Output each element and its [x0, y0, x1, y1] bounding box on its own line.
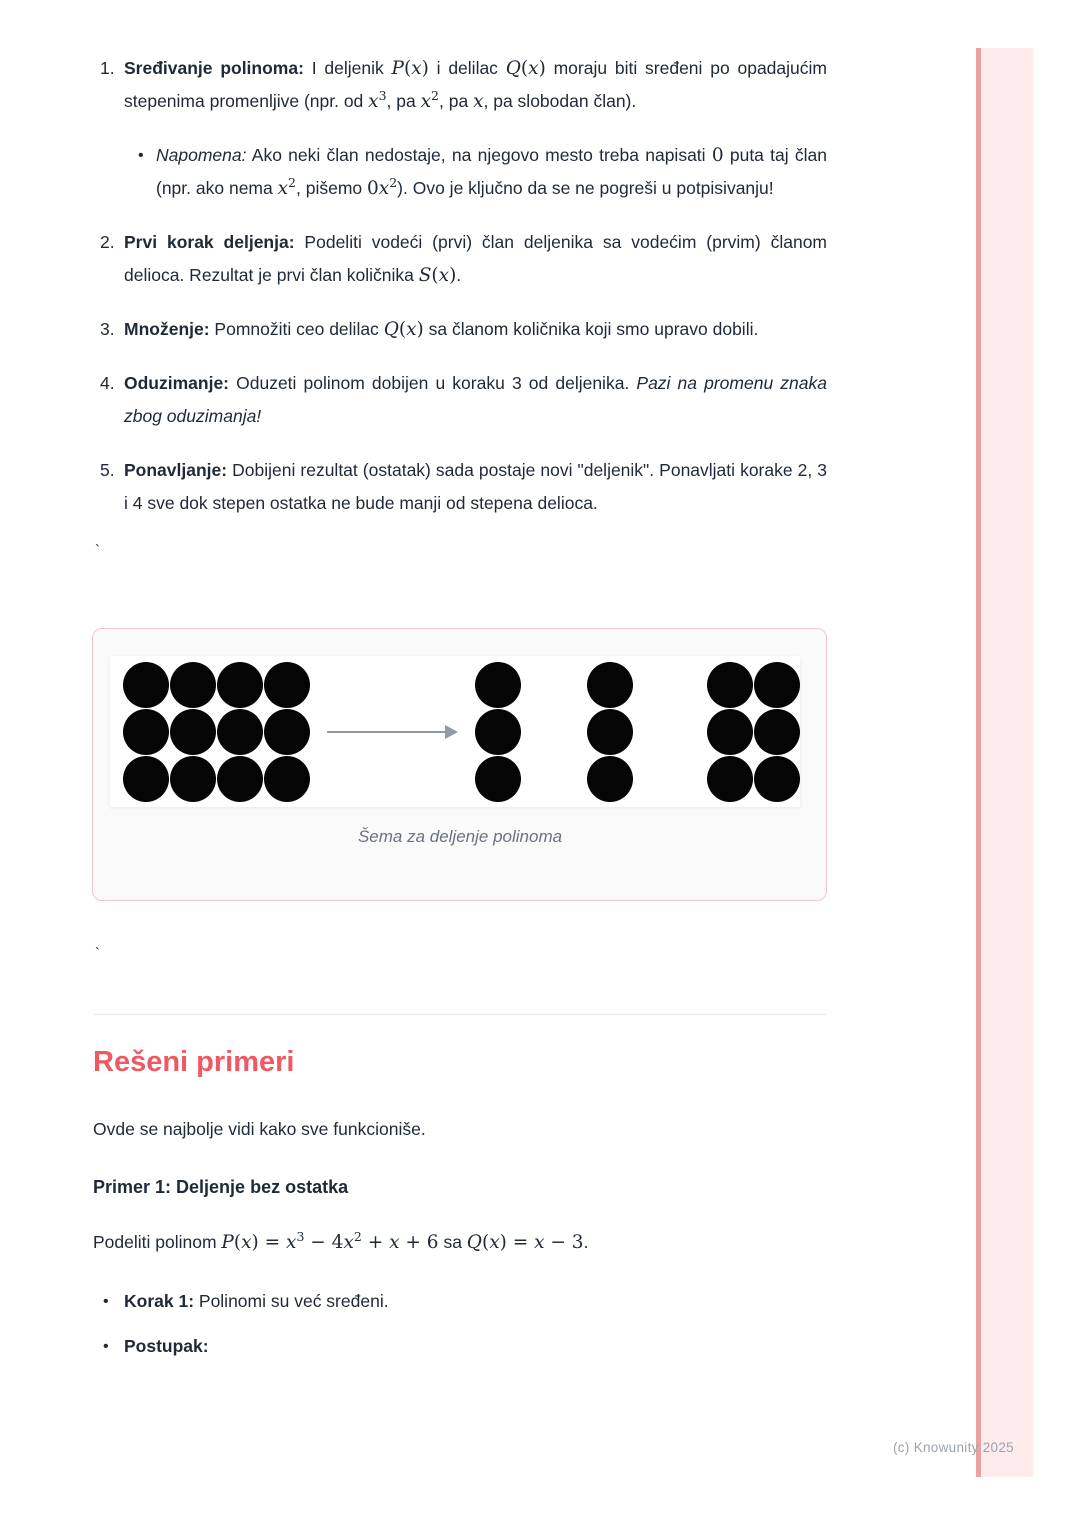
circle-dot: [217, 662, 263, 708]
circle-dot: [587, 709, 633, 755]
step-text: Oduzimanje: Oduzeti polinom dobijen u koraku 3 od deljenika. Pazi na promenu znaka zbog oduzimanja!: [124, 373, 827, 426]
step-number: 1.: [100, 58, 115, 78]
arrow-head: [445, 725, 458, 739]
circle-dot: [707, 756, 753, 802]
bullet-text: Korak 1: Polinomi su već sređeni.: [124, 1291, 389, 1311]
dot-group-2: [587, 662, 633, 802]
step-number: 4.: [100, 373, 115, 393]
problem-statement: Podeliti polinom $P(x) = x^3 - 4x^2 + x + 6$ sa Q(x) = x − 3.: [93, 1229, 589, 1253]
circle-dot: [264, 662, 310, 708]
circle-dot: [475, 709, 521, 755]
circle-dot: [217, 709, 263, 755]
note-text: Napomena: Ako neki član nedostaje, na njegovo mesto treba napisati 0 puta taj član (npr. ako nema $x^2$, pišemo $0x^2$). Ovo je ključno da se ne pogreši u potpisivanju!: [156, 145, 828, 199]
circle-dot: [123, 662, 169, 708]
section-heading: Rešeni primeri: [93, 1046, 295, 1078]
bullet-icon: •: [103, 1293, 109, 1310]
circle-dot: [170, 662, 216, 708]
figure-card: [92, 628, 827, 901]
circle-dot: [707, 709, 753, 755]
note-list-item: [138, 139, 827, 205]
circle-dot: [475, 662, 521, 708]
step-item-1: [100, 52, 827, 118]
circle-dot: [264, 709, 310, 755]
step-number: 2.: [100, 232, 115, 252]
step-item-3: [100, 313, 827, 346]
section-divider: [93, 1014, 827, 1015]
step-item-5: [100, 454, 827, 520]
step-text: Sređivanje polinoma: I deljenik P(x) i delilac Q(x) moraju biti sređeni po opadajućim stepenima promenljive (npr. od $x^3$, pa $x^2$, pa x, pa slobodan član).: [124, 58, 827, 112]
dot-grid-dividend: [123, 662, 310, 802]
decorative-sidebar-strip: [976, 48, 1033, 1477]
circle-dot: [587, 662, 633, 708]
list-item: [103, 1330, 827, 1363]
arrow-shaft: [327, 731, 445, 733]
circle-dot: [475, 756, 521, 802]
dot-group-3: [707, 662, 800, 802]
circle-dot: [170, 709, 216, 755]
circle-dot: [217, 756, 263, 802]
step-number: 3.: [100, 319, 115, 339]
step-text: Množenje: Pomnožiti ceo delilac Q(x) sa članom količnika koji smo upravo dobili.: [124, 319, 759, 340]
circle-dot: [754, 709, 800, 755]
circle-dot: [170, 756, 216, 802]
step-text: Ponavljanje: Dobijeni rezultat (ostatak) sada postaje novi "deljenik". Ponavljati korake 2, 3 i 4 sve dok stepen ostatka ne bude manji od stepena delioca.: [124, 460, 827, 513]
circle-dot: [707, 662, 753, 708]
right-arrow-icon: [327, 725, 458, 739]
bullet-icon: •: [103, 1338, 109, 1355]
dot-group-1: [475, 662, 521, 802]
intro-paragraph: Ovde se najbolje vidi kako sve funkcioniše.: [93, 1119, 426, 1139]
bullet-list: [103, 1285, 827, 1363]
list-item: [103, 1285, 827, 1318]
bullet-text: Postupak:: [124, 1336, 209, 1356]
figure-caption: Šema za deljenje polinoma: [357, 827, 563, 846]
circle-dot: [754, 662, 800, 708]
stray-backtick-bottom: `: [95, 945, 100, 962]
step-number: 5.: [100, 460, 115, 480]
figure-image: [110, 656, 800, 807]
circle-dot: [123, 709, 169, 755]
circle-dot: [264, 756, 310, 802]
step-item-4: [100, 367, 827, 433]
example-title: Primer 1: Deljenje bez ostatka: [93, 1177, 349, 1197]
bullet-icon: •: [138, 147, 144, 164]
circle-dot: [754, 756, 800, 802]
circle-dot: [587, 756, 633, 802]
step-text: Prvi korak deljenja: Podeliti vodeći (prvi) član deljenika sa vodećim (prvim) članom delioca. Rezultat je prvi član količnika S(x).: [124, 232, 828, 286]
footer-copyright: (c) Knowunity 2025: [893, 1440, 1014, 1455]
circle-dot: [123, 756, 169, 802]
document-content: [93, 52, 827, 1375]
step-item-2: [100, 226, 827, 292]
stray-backtick-top: `: [95, 542, 100, 559]
